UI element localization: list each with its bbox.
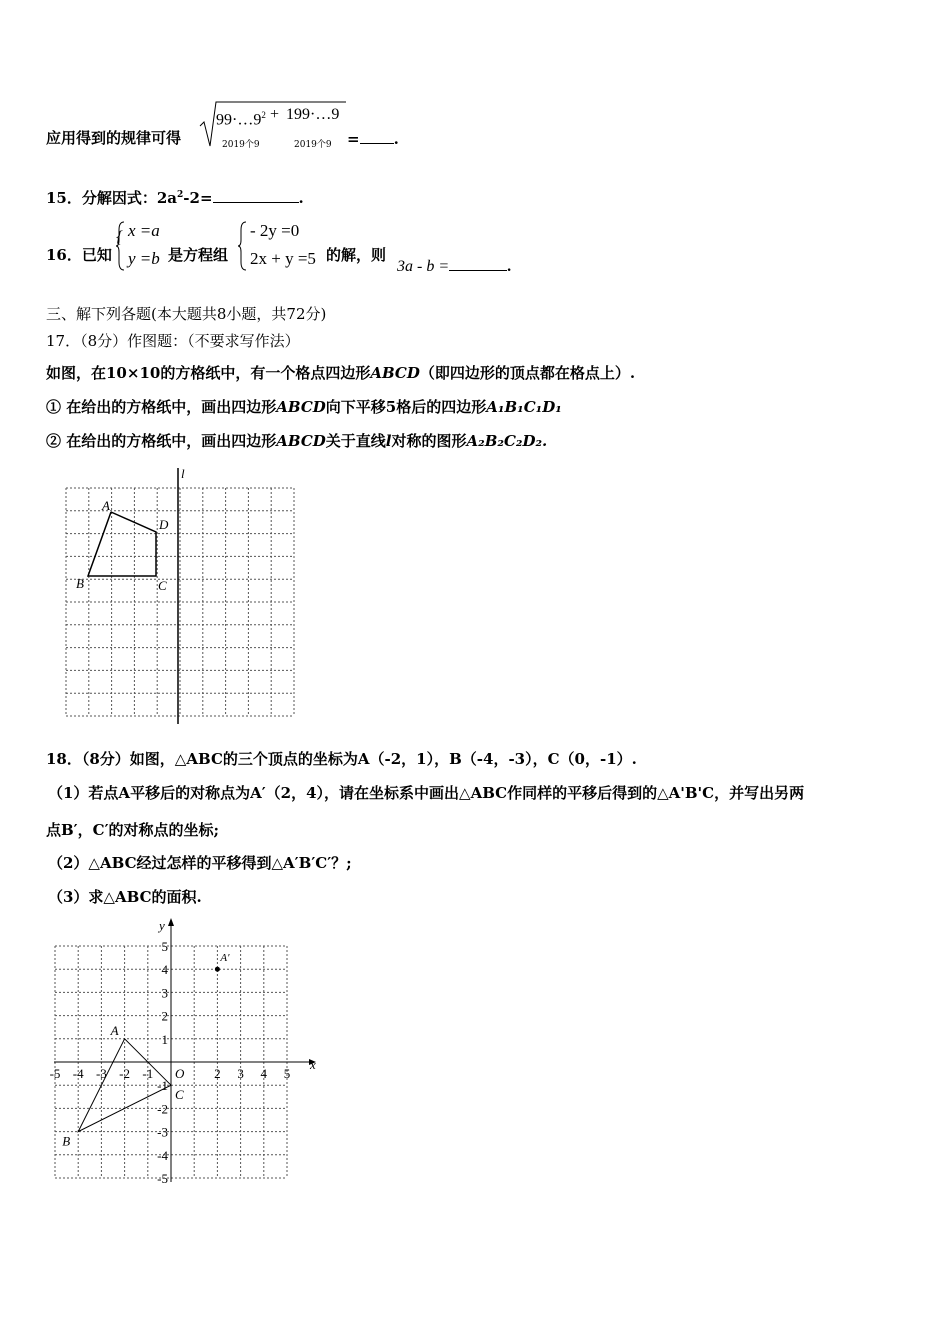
q16-sol-line2: y =b [128,249,160,268]
q14-tail: = . [347,130,399,148]
q18-label-b: B [62,1133,71,1149]
q18-y-tick-label: 3 [161,985,168,1001]
q18-y-tick-label: 1 [161,1031,168,1047]
q15-answer-blank[interactable] [213,188,299,203]
q16-solution-brace-draw [116,220,126,272]
q16-tail: 的解，则 [326,246,387,264]
q18-x-tick-label: -3 [95,1066,107,1081]
q17-label-a: A [102,498,110,513]
q16-mid: 是方程组 [168,246,229,264]
q14-plus: + [270,106,280,123]
q18-y-tick-label: -5 [157,1171,168,1186]
q16-solution-brace: { [116,227,123,246]
q18-y-tick-label: 2 [161,1008,168,1024]
q18-y-tick-label: -2 [157,1101,168,1117]
q17-task1: ① 在给出的方格纸中，画出四边形ABCD向下平移5格后的四边形A₁B₁C₁D₁ [46,398,562,416]
q18-x-tick-label: -1 [142,1066,154,1081]
q18-y-tick-label: 4 [161,962,168,978]
q18-label-c: C [175,1087,184,1103]
q16-answer-blank[interactable] [449,256,507,271]
q18-x-tick-label: -5 [49,1066,61,1081]
q16-sys-line1: - 2y =0 [250,221,300,240]
q17-title: 17．（8分）作图题：（不要求写作法） [46,332,300,350]
q15-line: 15．分解因式：$2a^2-2=$ . [46,189,304,207]
q18-part2: （2）△ABC经过怎样的平移得到△A′B′C′？; [48,854,352,872]
q18-part1-line1: （1）若点A平移后的对称点为A′（2，4），请在坐标系中画出△ABC作同样的平移后得到的△A'B'C，并写出另两 [48,784,805,802]
q17-label-d: D [159,517,169,532]
q18-x-tick-label: -4 [72,1066,84,1081]
q18-x-tick-label: 4 [260,1066,268,1081]
q16-label: 16．已知 [46,246,112,264]
q14-answer-blank[interactable] [360,129,394,144]
q18-point-a-prime [215,967,220,972]
q16-sol-line1: x =a [128,221,160,240]
q14-under-b: 2019个9 [294,140,332,150]
q17-label-c: C [158,578,167,593]
q18-coordinate-figure [44,912,334,1192]
q18-x-tick-label: 5 [283,1066,291,1081]
q17-task2: ② 在给出的方格纸中，画出四边形ABCD关于直线l对称的图形A₂B₂C₂D₂. [46,432,548,450]
q16-sys-line2: 2x + y =5 [250,249,316,268]
q18-y-tick-label: -4 [157,1147,168,1163]
q14-under-a: 2019个9 [222,140,260,150]
q16-expr: 3a - b = . [397,258,512,275]
q14-radicand-a: $99\cdot\dots 9^2$ [216,110,266,129]
q18-y-arrow [168,918,174,926]
q17-grid-figure [60,462,310,732]
q18-origin-label: O [175,1066,185,1081]
q18-label-a: A [110,1022,119,1038]
q14-radicand-b: 199·…9 [286,106,340,123]
q18-x-tick-label: 2 [214,1066,221,1081]
q18-label-a-prime: A′ [220,952,230,965]
q18-title: 18．（8分）如图，△ABC的三个顶点的坐标为A（-2，1），B（-4，-3），C（0，-1）. [46,750,637,768]
q18-y-tick-label: -1 [157,1078,168,1094]
q18-y-label: y [159,918,165,933]
q14-prefix: 应用得到的规律可得 [46,129,182,147]
q16-system-brace [238,220,248,272]
q17-quadrilateral [88,512,156,576]
section3-heading: 三、解下列各题(本大题共8小题，共72分) [46,305,327,323]
q17-grid-lines [66,488,294,716]
q18-x-tick-label: 3 [237,1066,244,1081]
q18-y-tick-label: -3 [157,1124,168,1140]
q18-part1-line2: 点B′，C′的对称点的坐标; [46,821,220,839]
q18-x-tick-label: -2 [119,1066,131,1081]
q18-x-label: x [310,1057,316,1072]
q17-label-l: l [181,466,185,481]
q17-intro: 如图，在10×10的方格纸中，有一个格点四边形ABCD（即四边形的顶点都在格点上）. [46,364,636,382]
q18-y-tick-label: 5 [161,939,168,954]
q17-label-b: B [76,576,84,591]
q18-part3: （3）求△ABC的面积. [48,888,202,906]
